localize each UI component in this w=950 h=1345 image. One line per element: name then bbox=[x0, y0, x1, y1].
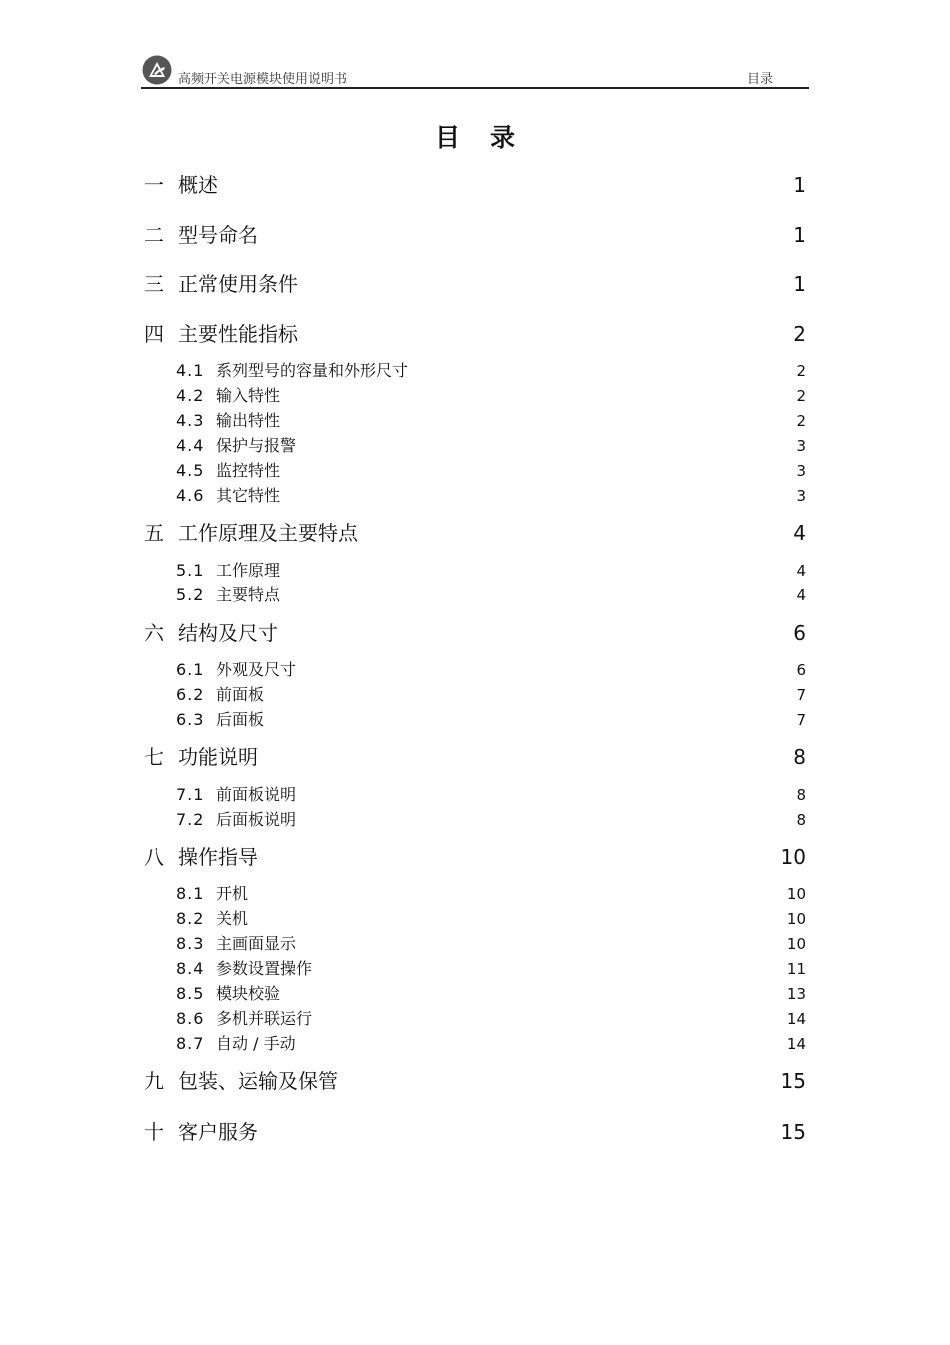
page-number: 11 bbox=[786, 960, 806, 978]
section-number: 4.3 bbox=[176, 411, 205, 430]
toc-section-7-1[interactable] bbox=[176, 782, 806, 806]
chapter-title: 功能说明 bbox=[178, 745, 258, 769]
page-number: 4 bbox=[793, 521, 806, 545]
section-title: 关机 bbox=[216, 909, 249, 928]
chapter-number: 六 bbox=[144, 621, 164, 645]
toc-section-8-4[interactable] bbox=[176, 956, 806, 980]
chapter-number: 九 bbox=[144, 1069, 164, 1093]
chapter-title: 型号命名 bbox=[178, 223, 258, 247]
chapter-number: 十 bbox=[144, 1120, 164, 1144]
chapter-title: 操作指导 bbox=[178, 845, 258, 869]
page-number: 1 bbox=[793, 223, 806, 247]
chapter-title: 结构及尺寸 bbox=[178, 621, 278, 645]
page-number: 8 bbox=[793, 745, 806, 769]
toc-chapter-2[interactable] bbox=[144, 219, 806, 249]
section-number: 6.1 bbox=[176, 660, 205, 679]
page-number: 15 bbox=[780, 1069, 806, 1093]
page-number: 15 bbox=[780, 1120, 806, 1144]
toc-section-4-1[interactable] bbox=[176, 358, 806, 382]
chapter-number: 八 bbox=[144, 845, 164, 869]
chapter-number: 四 bbox=[144, 322, 164, 346]
toc-chapter-8[interactable] bbox=[144, 841, 806, 871]
toc-section-7-2[interactable] bbox=[176, 807, 806, 831]
section-title: 前面板说明 bbox=[216, 785, 297, 804]
chapter-number: 二 bbox=[144, 223, 164, 247]
toc-section-8-7[interactable] bbox=[176, 1031, 806, 1055]
page-number: 7 bbox=[796, 686, 806, 704]
toc-section-8-6[interactable] bbox=[176, 1006, 806, 1030]
page-number: 1 bbox=[793, 272, 806, 296]
section-title: 多机并联运行 bbox=[216, 1009, 313, 1028]
toc-chapter-7[interactable] bbox=[144, 741, 806, 771]
toc-chapter-5[interactable] bbox=[144, 517, 806, 547]
section-title: 后面板说明 bbox=[216, 810, 297, 829]
document-title: 高频开关电源模块使用说明书 bbox=[178, 72, 348, 87]
section-number: 5.2 bbox=[176, 585, 205, 604]
chapter-title: 正常使用条件 bbox=[178, 272, 298, 296]
toc-section-8-5[interactable] bbox=[176, 981, 806, 1005]
chapter-title: 包装、运输及保管 bbox=[178, 1069, 338, 1093]
section-title: 监控特性 bbox=[216, 461, 281, 480]
chapter-number: 一 bbox=[144, 173, 164, 197]
page-number: 3 bbox=[796, 462, 806, 480]
page-number: 2 bbox=[796, 387, 806, 405]
section-title: 外观及尺寸 bbox=[216, 660, 297, 679]
section-number: 5.1 bbox=[176, 561, 205, 580]
page-number: 10 bbox=[780, 845, 806, 869]
section-title: 模块校验 bbox=[216, 984, 281, 1003]
section-title: 前面板 bbox=[216, 685, 265, 704]
section-title: 输出特性 bbox=[216, 411, 281, 430]
toc-section-4-5[interactable] bbox=[176, 458, 806, 482]
section-number: 7.1 bbox=[176, 785, 205, 804]
toc-chapter-6[interactable] bbox=[144, 617, 806, 647]
toc-chapter-9[interactable] bbox=[144, 1065, 806, 1095]
section-number: 6.2 bbox=[176, 685, 205, 704]
chapter-title: 工作原理及主要特点 bbox=[178, 521, 358, 545]
toc-section-4-3[interactable] bbox=[176, 408, 806, 432]
section-number: 4.6 bbox=[176, 486, 205, 505]
section-number: 8.3 bbox=[176, 934, 205, 953]
page-number: 10 bbox=[786, 910, 806, 928]
section-number: 4.4 bbox=[176, 436, 205, 455]
section-number: 8.6 bbox=[176, 1009, 205, 1028]
toc-section-8-2[interactable] bbox=[176, 906, 806, 930]
page-number: 6 bbox=[796, 661, 806, 679]
page-number: 2 bbox=[796, 362, 806, 380]
section-number: 7.2 bbox=[176, 810, 205, 829]
page-number: 6 bbox=[793, 621, 806, 645]
section-number: 4.1 bbox=[176, 361, 205, 380]
page-number: 2 bbox=[796, 412, 806, 430]
page-number: 2 bbox=[793, 322, 806, 346]
toc-chapter-10[interactable] bbox=[144, 1116, 806, 1146]
toc-chapter-3[interactable] bbox=[144, 268, 806, 298]
toc-heading: 目录 bbox=[434, 123, 545, 152]
toc-chapter-4[interactable] bbox=[144, 318, 806, 348]
toc-section-6-3[interactable] bbox=[176, 707, 806, 731]
section-number: 8.5 bbox=[176, 984, 205, 1003]
section-title: 后面板 bbox=[216, 710, 265, 729]
section-number: 4.2 bbox=[176, 386, 205, 405]
section-title: 主画面显示 bbox=[216, 934, 297, 953]
chapter-title: 概述 bbox=[178, 173, 218, 197]
section-title: 保护与报警 bbox=[216, 436, 297, 455]
page-number: 14 bbox=[786, 1010, 806, 1028]
page-number: 10 bbox=[786, 935, 806, 953]
page-number: 4 bbox=[796, 586, 806, 604]
section-number: 8.2 bbox=[176, 909, 205, 928]
toc-section-5-1[interactable] bbox=[176, 558, 806, 582]
toc-section-8-3[interactable] bbox=[176, 931, 806, 955]
chapter-title: 客户服务 bbox=[178, 1120, 258, 1144]
toc-section-8-1[interactable] bbox=[176, 881, 806, 905]
page-number: 8 bbox=[796, 786, 806, 804]
page-number: 8 bbox=[796, 811, 806, 829]
section-title: 其它特性 bbox=[216, 486, 281, 505]
section-title: 参数设置操作 bbox=[216, 959, 313, 978]
toc-chapter-1[interactable] bbox=[144, 169, 806, 199]
toc-section-6-2[interactable] bbox=[176, 682, 806, 706]
page-number: 13 bbox=[786, 985, 806, 1003]
section-title: 开机 bbox=[216, 884, 249, 903]
page-number: 4 bbox=[796, 562, 806, 580]
section-number: 4.5 bbox=[176, 461, 205, 480]
page-number: 3 bbox=[796, 487, 806, 505]
chapter-number: 七 bbox=[144, 745, 164, 769]
page-number: 1 bbox=[793, 173, 806, 197]
section-title: 自动 / 手动 bbox=[216, 1034, 296, 1053]
section-title: 系列型号的容量和外形尺寸 bbox=[216, 361, 409, 380]
section-number: 6.3 bbox=[176, 710, 205, 729]
toc-section-4-4[interactable] bbox=[176, 433, 806, 457]
page-number: 7 bbox=[796, 711, 806, 729]
page-number: 14 bbox=[786, 1035, 806, 1053]
toc-section-4-2[interactable] bbox=[176, 383, 806, 407]
section-number: 8.1 bbox=[176, 884, 205, 903]
section-title: 主要特点 bbox=[216, 585, 281, 604]
section-number: 8.4 bbox=[176, 959, 205, 978]
toc-section-4-6[interactable] bbox=[176, 483, 806, 507]
chapter-number: 三 bbox=[144, 272, 164, 296]
section-title: 工作原理 bbox=[216, 561, 281, 580]
header-section-label: 目录 bbox=[746, 72, 773, 87]
toc-section-5-2[interactable] bbox=[176, 582, 806, 606]
chapter-number: 五 bbox=[144, 521, 164, 545]
page-number: 3 bbox=[796, 437, 806, 455]
page-number: 10 bbox=[786, 885, 806, 903]
section-title: 输入特性 bbox=[216, 386, 281, 405]
section-number: 8.7 bbox=[176, 1034, 205, 1053]
chapter-title: 主要性能指标 bbox=[178, 322, 298, 346]
toc-section-6-1[interactable] bbox=[176, 657, 806, 681]
